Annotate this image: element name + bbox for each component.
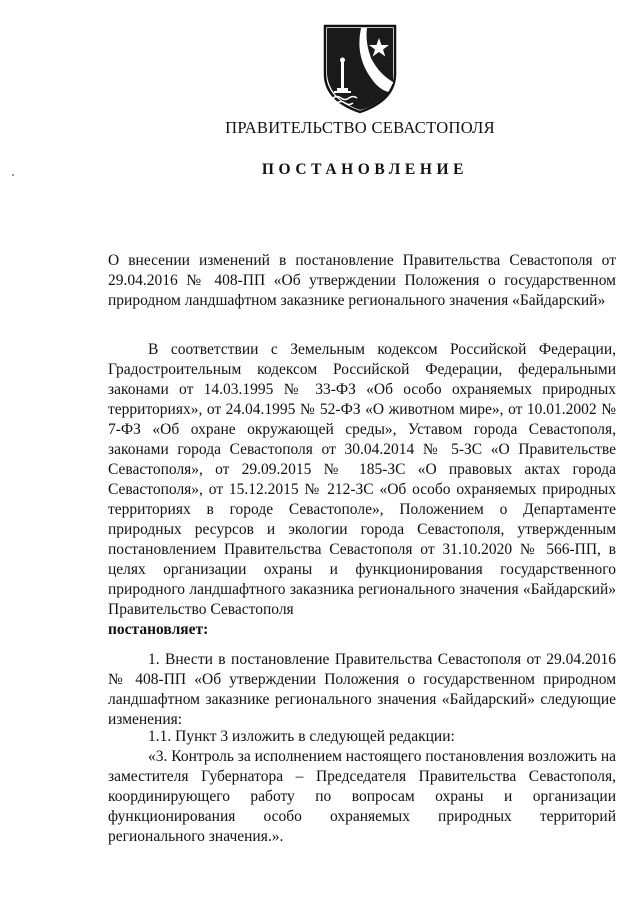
- item-1-paragraph: 1. Внести в постановление Правительства Севастополя от 29.04.2016 № 408-ПП «Об утверждении Положения о государственном природном ландшафтном заказнике регионального значения «Байдарский» следующие изменения:: [108, 651, 616, 728]
- preamble-text: В соответствии с Земельным кодексом Российской Федерации, Градостроительным кодексом Российской Федерации, федеральными законами от 14.03.1995 № 33-ФЗ «Об особо охраняемых природных территориях», от 24.04.1995 № 52-ФЗ «О животном мире», от 10.01.2002 № 7-ФЗ «Об охране окружающей среды», Уставом города Севастополя, законами города Севастополя от 30.04.2014 № 5-ЗС «О Правительстве Севастополя», от 29.09.2015 № 185-ЗС «О правовых актах города Севастополя», от 15.12.2015 № 212-ЗС «Об особо охраняемых природных территориях в городе Севастополе», Положением о Департаменте природных ресурсов и экологии города Севастополя, утвержденным постановлением Правительства Севастополя от 31.10.2020 № 566-ПП, в целях организации охраны и функционирования государственного природного ландшафтного заказника регионального значения «Байдарский» Правительство Севастополя: [108, 341, 616, 618]
- scan-artifact-dot: [12, 174, 14, 176]
- document-type-title: ПОСТАНОВЛЕНИЕ: [261, 161, 469, 178]
- item-1-1-paragraph: 1.1. Пункт 3 изложить в следующей редакции:: [148, 728, 455, 745]
- item-1-1-text-paragraph: «3. Контроль за исполнением настоящего постановления возложить на заместителя Губернатора – Председателя Правительства Севастополя, координирующего работу по вопросам охраны и организации функционирования особо охраняемых природных территорий регионального значения.».: [108, 748, 616, 845]
- preamble-paragraph: [108, 340, 616, 640]
- coat-of-arms-icon: [321, 22, 399, 114]
- resolves-keyword: постановляет:: [108, 621, 209, 638]
- document-subject: О внесении изменений в постановление Правительства Севастополя от 29.04.2016 № 408-ПП «Об утверждении Положения о государственном природном ландшафтном заказнике регионального значения «Байдарский»: [108, 252, 616, 309]
- government-name: ПРАВИТЕЛЬСТВО СЕВАСТОПОЛЯ: [225, 118, 495, 137]
